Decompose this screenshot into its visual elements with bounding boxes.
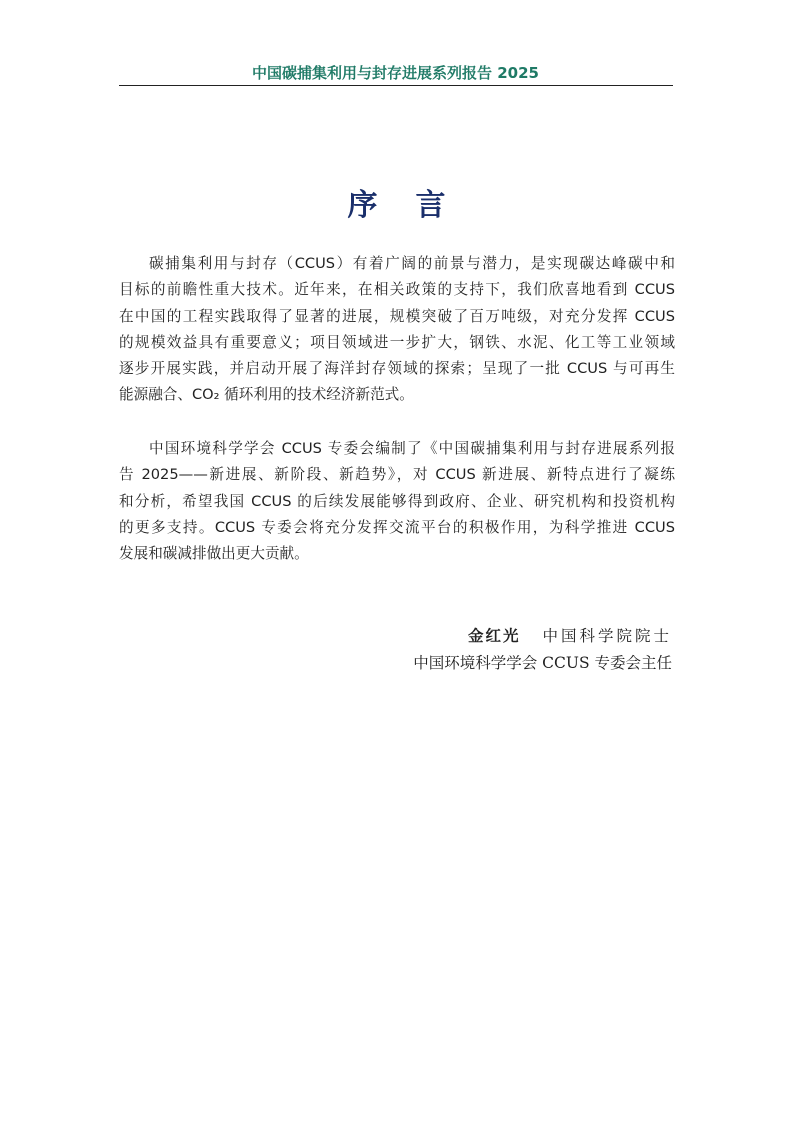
paragraph-line: 的更多支持。CCUS 专委会将充分发挥交流平台的积极作用，为科学推进 CCUS — [119, 518, 675, 536]
paragraph-line: 的规模效益具有重要意义；项目领域进一步扩大，钢铁、水泥、化工等工业领域 — [119, 333, 675, 351]
paragraph-line: 告 2025——新进展、新阶段、新趋势》，对 CCUS 新进展、新特点进行了凝练 — [119, 466, 675, 484]
signature-name: 金红光 — [467, 626, 521, 645]
paragraph-line: 发展和碳减排做出更大贡献。 — [119, 545, 309, 563]
paragraph-line: 在中国的工程实践取得了显著的进展，规模突破了百万吨级，对充分发挥 CCUS — [119, 307, 675, 325]
paragraph-line: 逐步开展实践，并启动开展了海洋封存领域的探索；呈现了一批 CCUS 与可再生 — [119, 360, 675, 378]
paragraph-line: 目标的前瞻性重大技术。近年来，在相关政策的支持下，我们欣喜地看到 CCUS — [119, 281, 675, 299]
signature-line-2 — [413, 651, 672, 673]
preface-paragraph-1 — [119, 251, 675, 409]
paragraph-line: 和分析，希望我国 CCUS 的后续发展能够得到政府、企业、研究机构和投资机构 — [119, 492, 675, 510]
paragraph-line: 能源融合、CO₂ 循环利用的技术经济新范式。 — [119, 386, 414, 404]
paragraph-line: 中国环境科学学会 CCUS 专委会编制了《中国碳捕集利用与封存进展系列报 — [149, 440, 675, 457]
paragraph-line: 碳捕集利用与封存（CCUS）有着广阔的前景与潜力，是实现碳达峰碳中和 — [149, 255, 675, 272]
running-header-title: 中国碳捕集利用与封存进展系列报告 2025 — [252, 64, 539, 82]
signature-title: 中国科学院院士 — [542, 627, 672, 645]
page-title: 序言 — [347, 188, 484, 223]
preface-paragraph-2 — [119, 436, 675, 567]
header-divider — [119, 85, 673, 86]
signature-line-1 — [468, 624, 672, 646]
signature-position: 中国环境科学学会 CCUS 专委会主任 — [413, 654, 672, 672]
